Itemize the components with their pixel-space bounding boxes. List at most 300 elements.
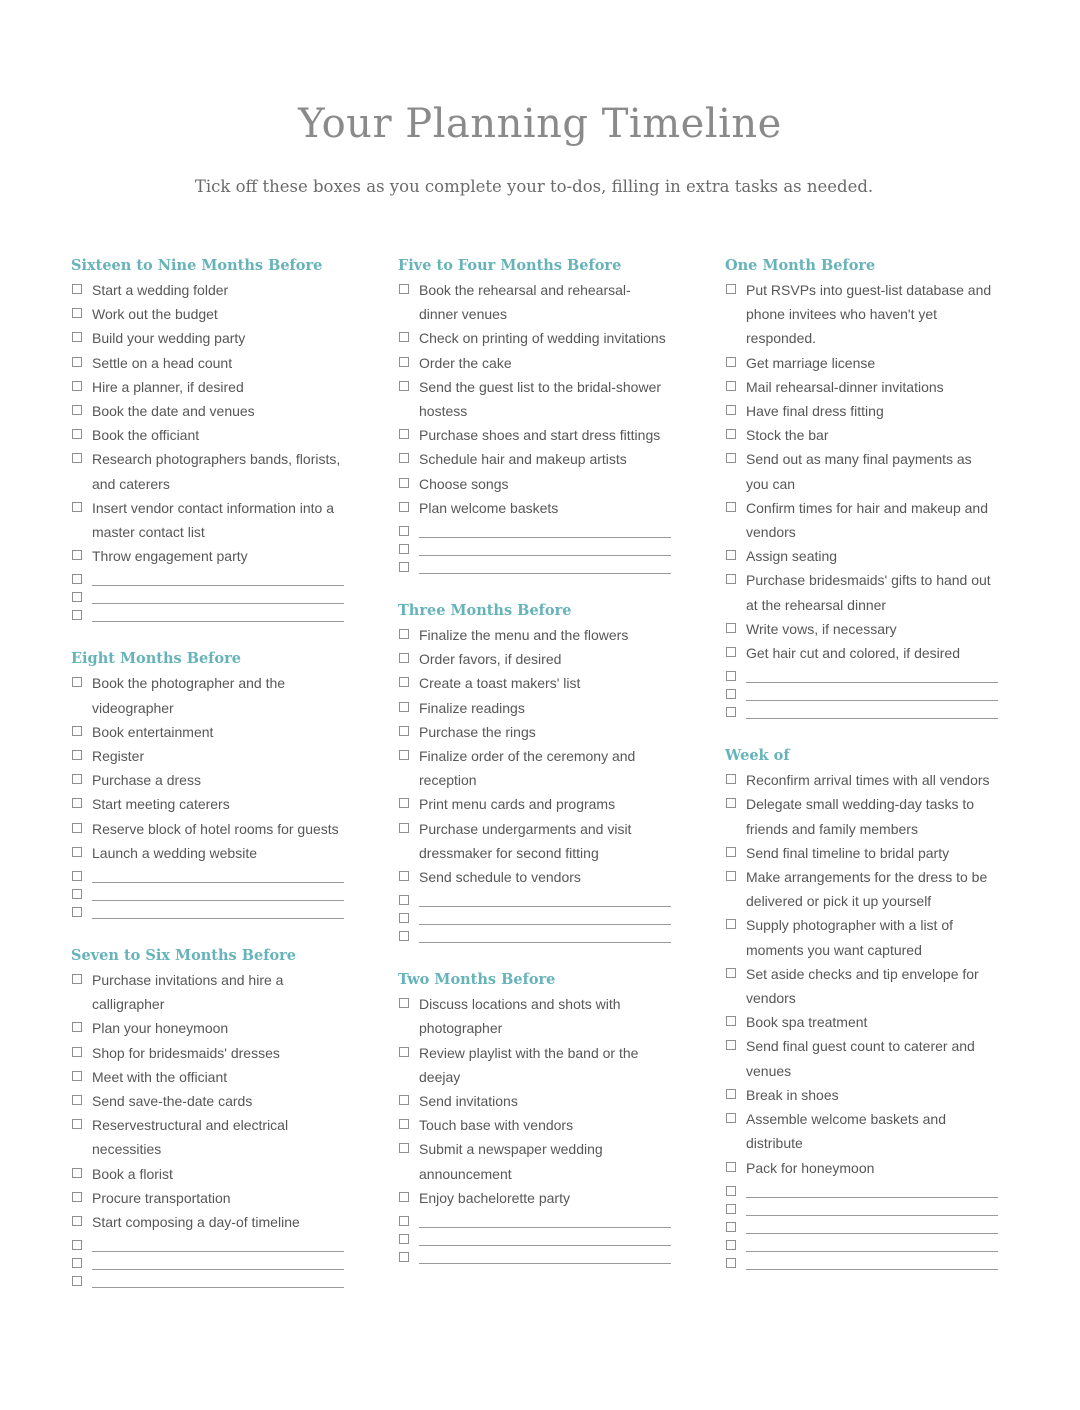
task-label: Finalize the menu and the flowers: [419, 627, 629, 644]
write-in-line[interactable]: [419, 925, 671, 943]
write-in-line[interactable]: [92, 1252, 344, 1270]
write-in-line[interactable]: [419, 889, 671, 907]
page-title: Your Planning Timeline: [298, 101, 782, 147]
task-label: Mail rehearsal-dinner invitations: [746, 378, 944, 395]
task-checkbox[interactable]: [399, 677, 409, 687]
timeline-section: [71, 647, 351, 919]
task-label: Submit a newspaper wedding announcement: [419, 1141, 603, 1182]
task-label: Schedule hair and makeup artists: [419, 451, 627, 468]
task-item: [398, 792, 678, 816]
write-in-line[interactable]: [92, 604, 344, 622]
blank-task-item: [725, 1252, 1005, 1270]
blank-task-item: [725, 1198, 1005, 1216]
task-checkbox[interactable]: [726, 1089, 736, 1099]
task-item: [71, 1041, 351, 1065]
task-label: Get marriage license: [746, 354, 876, 371]
task-checkbox[interactable]: [726, 502, 736, 512]
blank-task-item: [725, 665, 1005, 683]
task-item: [398, 817, 678, 865]
task-item: [725, 568, 1005, 616]
write-in-line[interactable]: [92, 568, 344, 586]
blank-task-item: [71, 883, 351, 901]
task-label: Book entertainment: [92, 723, 214, 740]
task-checkbox[interactable]: [399, 357, 409, 367]
section-title: Sixteen to Nine Months Before: [71, 257, 323, 274]
write-in-line[interactable]: [419, 1210, 671, 1228]
blank-task-item: [398, 556, 678, 574]
task-checkbox[interactable]: [726, 357, 736, 367]
task-checkbox[interactable]: [399, 1119, 409, 1129]
task-label: Plan your honeymoon: [92, 1020, 229, 1037]
timeline-section: [398, 968, 678, 1264]
task-item: [398, 496, 678, 520]
task-item: [71, 841, 351, 865]
write-in-line[interactable]: [419, 520, 671, 538]
task-item: [71, 351, 351, 375]
task-label: Reserve block of hotel rooms for guests: [92, 820, 339, 837]
task-checkbox[interactable]: [72, 1047, 82, 1057]
task-checkbox[interactable]: [399, 1192, 409, 1202]
blank-task-item: [398, 1246, 678, 1264]
task-checkbox[interactable]: [72, 774, 82, 784]
task-item: [725, 544, 1005, 568]
task-item: [725, 768, 1005, 792]
task-item: [725, 1083, 1005, 1107]
task-label: Choose songs: [419, 475, 509, 492]
task-checkbox[interactable]: [726, 919, 736, 929]
task-checkbox[interactable]: [72, 592, 82, 602]
blank-task-item: [725, 683, 1005, 701]
task-item: [725, 913, 1005, 961]
task-checkbox[interactable]: [399, 913, 409, 923]
task-item: [71, 326, 351, 350]
task-item: [71, 447, 351, 495]
task-label: Review playlist with the band or the deejay: [419, 1044, 639, 1085]
blank-task-item: [71, 604, 351, 622]
task-label: Book a florist: [92, 1165, 173, 1182]
write-in-line[interactable]: [746, 701, 998, 719]
task-checkbox[interactable]: [399, 1216, 409, 1226]
task-item: [725, 1156, 1005, 1180]
task-item: [398, 671, 678, 695]
task-item: [398, 1137, 678, 1185]
blank-task-item: [71, 586, 351, 604]
task-label: Shop for bridesmaids' dresses: [92, 1044, 280, 1061]
task-item: [398, 1186, 678, 1210]
blank-task-item: [725, 1180, 1005, 1198]
task-label: Make arrangements for the dress to be delivered or pick it up yourself: [746, 869, 988, 910]
task-label: Purchase a dress: [92, 772, 201, 789]
task-label: Insert vendor contact information into a master contact list: [92, 499, 335, 541]
task-checkbox[interactable]: [72, 1216, 82, 1226]
task-label: Set aside checks and tip envelope for vendors: [746, 965, 979, 1007]
task-item: [725, 278, 1005, 351]
task-checkbox[interactable]: [72, 798, 82, 808]
task-checkbox[interactable]: [399, 453, 409, 463]
task-label: Write vows, if necessary: [746, 620, 897, 637]
task-checkbox[interactable]: [72, 871, 82, 881]
task-item: [71, 1065, 351, 1089]
timeline-section: [398, 599, 678, 943]
task-item: [71, 302, 351, 326]
write-in-line[interactable]: [92, 1234, 344, 1252]
task-label: Send save-the-date cards: [92, 1093, 253, 1110]
task-item: [725, 1010, 1005, 1034]
task-item: [725, 375, 1005, 399]
task-label: Register: [92, 748, 145, 765]
task-checkbox[interactable]: [726, 671, 736, 681]
task-item: [398, 992, 678, 1040]
write-in-line[interactable]: [92, 586, 344, 604]
task-checkbox[interactable]: [399, 895, 409, 905]
task-checkbox[interactable]: [399, 478, 409, 488]
task-item: [71, 968, 351, 1016]
task-item: [725, 792, 1005, 840]
task-label: Procure transportation: [92, 1189, 231, 1206]
section-title: Five to Four Months Before: [398, 257, 622, 274]
task-checkbox[interactable]: [726, 707, 736, 717]
task-checkbox[interactable]: [72, 1240, 82, 1250]
task-checkbox[interactable]: [399, 823, 409, 833]
blank-task-item: [398, 925, 678, 943]
task-item: [398, 278, 678, 326]
task-item: [398, 351, 678, 375]
task-label: Send out as many final payments as you can: [746, 451, 972, 492]
task-label: Book the officiant: [92, 427, 200, 444]
task-label: Send final guest count to caterer and venues: [746, 1038, 975, 1079]
task-label: Purchase bridesmaids' gifts to hand out at the rehearsal dinner: [746, 572, 991, 613]
task-checkbox[interactable]: [72, 405, 82, 415]
task-item: [71, 671, 351, 719]
task-checkbox[interactable]: [726, 1162, 736, 1172]
task-checkbox[interactable]: [726, 623, 736, 633]
task-checkbox[interactable]: [726, 1222, 736, 1232]
task-checkbox[interactable]: [726, 1258, 736, 1268]
task-item: [398, 744, 678, 792]
task-checkbox[interactable]: [399, 1143, 409, 1153]
task-item: [398, 423, 678, 447]
task-checkbox[interactable]: [399, 1047, 409, 1057]
task-label: Work out the budget: [92, 306, 218, 323]
blank-task-item: [398, 520, 678, 538]
timeline-column-2: [398, 254, 678, 1289]
task-checkbox[interactable]: [72, 974, 82, 984]
write-in-line[interactable]: [92, 865, 344, 883]
task-checkbox[interactable]: [399, 726, 409, 736]
task-checkbox[interactable]: [399, 1234, 409, 1244]
task-label: Put RSVPs into guest-list database and phone invitees who haven't yet responded.: [746, 282, 992, 347]
section-title: Seven to Six Months Before: [71, 947, 296, 965]
task-checkbox[interactable]: [399, 381, 409, 391]
timeline-column-3: [725, 254, 1005, 1295]
task-checkbox[interactable]: [72, 453, 82, 463]
task-label: Finalize order of the ceremony and reception: [419, 748, 636, 789]
section-title: Two Months Before: [398, 971, 556, 989]
task-label: Assemble welcome baskets and distribute: [746, 1111, 946, 1152]
task-label: Finalize readings: [419, 699, 525, 716]
task-label: Throw engagement party: [92, 548, 248, 565]
write-in-line[interactable]: [746, 1198, 998, 1216]
task-checkbox[interactable]: [72, 823, 82, 833]
task-checkbox[interactable]: [726, 1240, 736, 1250]
task-item: [398, 1041, 678, 1089]
task-label: Plan welcome baskets: [419, 499, 559, 516]
task-label: Discuss locations and shots with photographer: [419, 996, 621, 1037]
write-in-line[interactable]: [746, 1216, 998, 1234]
write-in-line[interactable]: [419, 1228, 671, 1246]
task-checkbox[interactable]: [72, 726, 82, 736]
task-checkbox[interactable]: [72, 308, 82, 318]
task-item: [398, 1113, 678, 1137]
task-item: [725, 447, 1005, 495]
task-checkbox[interactable]: [399, 1095, 409, 1105]
task-item: [71, 1210, 351, 1234]
task-item: [725, 1107, 1005, 1155]
task-item: [725, 1034, 1005, 1082]
task-checkbox[interactable]: [726, 381, 736, 391]
task-checkbox[interactable]: [72, 502, 82, 512]
task-label: Have final dress fitting: [746, 403, 884, 420]
task-checkbox[interactable]: [726, 284, 736, 294]
task-label: Get hair cut and colored, if desired: [746, 645, 961, 662]
task-checkbox[interactable]: [399, 429, 409, 439]
task-checkbox[interactable]: [399, 544, 409, 554]
blank-task-item: [398, 907, 678, 925]
task-label: Pack for honeymoon: [746, 1159, 875, 1176]
task-checkbox[interactable]: [726, 774, 736, 784]
task-label: Delegate small wedding-day tasks to friends and family members: [746, 796, 975, 837]
task-label: Check on printing of wedding invitations: [419, 330, 666, 347]
task-checkbox[interactable]: [399, 502, 409, 512]
task-item: [398, 1089, 678, 1113]
task-checkbox[interactable]: [72, 889, 82, 899]
task-label: Start meeting caterers: [92, 796, 230, 813]
task-checkbox[interactable]: [72, 574, 82, 584]
task-label: Break in shoes: [746, 1086, 839, 1103]
write-in-line[interactable]: [746, 683, 998, 701]
blank-task-item: [71, 865, 351, 883]
task-item: [725, 617, 1005, 641]
task-label: Order the cake: [419, 354, 512, 371]
timeline-section: [71, 254, 351, 622]
task-checkbox[interactable]: [72, 550, 82, 560]
task-label: Purchase invitations and hire a calligrapher: [92, 972, 284, 1013]
task-checkbox[interactable]: [726, 1186, 736, 1196]
write-in-line[interactable]: [419, 1246, 671, 1264]
task-checkbox[interactable]: [399, 332, 409, 342]
section-title: One Month Before: [725, 257, 876, 274]
task-label: Touch base with vendors: [419, 1117, 574, 1134]
timeline-section: [398, 254, 678, 574]
task-label: Print menu cards and programs: [419, 796, 616, 813]
task-label: Send the guest list to the bridal-shower hostess: [419, 378, 662, 420]
task-checkbox[interactable]: [399, 871, 409, 881]
task-item: [71, 744, 351, 768]
task-checkbox[interactable]: [72, 284, 82, 294]
task-checkbox[interactable]: [72, 610, 82, 620]
write-in-line[interactable]: [419, 907, 671, 925]
task-checkbox[interactable]: [399, 798, 409, 808]
task-item: [71, 1113, 351, 1161]
blank-task-item: [71, 1270, 351, 1288]
task-checkbox[interactable]: [72, 1095, 82, 1105]
write-in-line[interactable]: [746, 1252, 998, 1270]
task-item: [71, 399, 351, 423]
task-checkbox[interactable]: [72, 332, 82, 342]
task-checkbox[interactable]: [726, 574, 736, 584]
task-checkbox[interactable]: [399, 1252, 409, 1262]
section-title: Three Months Before: [398, 602, 572, 620]
write-in-line[interactable]: [92, 901, 344, 919]
task-item: [725, 641, 1005, 665]
task-checkbox[interactable]: [72, 847, 82, 857]
task-label: Enjoy bachelorette party: [419, 1189, 570, 1206]
task-label: Send schedule to vendors: [419, 869, 581, 886]
write-in-line[interactable]: [92, 883, 344, 901]
task-checkbox[interactable]: [399, 998, 409, 1008]
task-checkbox[interactable]: [726, 871, 736, 881]
task-item: [398, 375, 678, 423]
task-item: [398, 326, 678, 350]
task-item: [71, 423, 351, 447]
blank-task-item: [398, 1210, 678, 1228]
task-item: [725, 962, 1005, 1010]
task-label: Purchase undergarments and visit dressmaker for second fitting: [419, 820, 632, 861]
timeline-section: [725, 254, 1005, 719]
write-in-line[interactable]: [746, 1234, 998, 1252]
task-checkbox[interactable]: [72, 429, 82, 439]
task-item: [71, 1162, 351, 1186]
write-in-line[interactable]: [746, 665, 998, 683]
task-label: Settle on a head count: [92, 354, 233, 371]
task-item: [398, 447, 678, 471]
task-item: [71, 792, 351, 816]
task-checkbox[interactable]: [72, 907, 82, 917]
section-title: Eight Months Before: [71, 650, 241, 668]
task-checkbox[interactable]: [726, 647, 736, 657]
task-item: [71, 817, 351, 841]
task-item: [71, 278, 351, 302]
task-checkbox[interactable]: [726, 1040, 736, 1050]
task-item: [725, 841, 1005, 865]
write-in-line[interactable]: [92, 1270, 344, 1288]
blank-task-item: [725, 701, 1005, 719]
task-checkbox[interactable]: [399, 562, 409, 572]
task-item: [398, 696, 678, 720]
task-checkbox[interactable]: [726, 689, 736, 699]
timeline-column-1: [71, 254, 351, 1313]
task-item: [398, 865, 678, 889]
task-checkbox[interactable]: [726, 847, 736, 857]
task-label: Reservestructural and electrical necessities: [92, 1117, 289, 1158]
task-item: [725, 423, 1005, 447]
task-checkbox[interactable]: [399, 702, 409, 712]
task-label: Reconfirm arrival times with all vendors: [746, 772, 990, 789]
task-label: Supply photographer with a list of moments you want captured: [746, 917, 954, 958]
write-in-line[interactable]: [419, 556, 671, 574]
task-label: Hire a planner, if desired: [92, 378, 244, 395]
task-checkbox[interactable]: [72, 357, 82, 367]
task-label: Start composing a day-of timeline: [92, 1214, 300, 1231]
task-checkbox[interactable]: [726, 1016, 736, 1026]
task-checkbox[interactable]: [72, 1258, 82, 1268]
task-checkbox[interactable]: [726, 429, 736, 439]
task-item: [71, 375, 351, 399]
write-in-line[interactable]: [746, 1180, 998, 1198]
task-checkbox[interactable]: [399, 750, 409, 760]
task-item: [398, 623, 678, 647]
task-label: Send final timeline to bridal party: [746, 844, 950, 861]
task-checkbox[interactable]: [72, 1071, 82, 1081]
timeline-section: [71, 944, 351, 1288]
task-checkbox[interactable]: [399, 284, 409, 294]
task-checkbox[interactable]: [399, 526, 409, 536]
task-checkbox[interactable]: [72, 1119, 82, 1129]
task-checkbox[interactable]: [726, 405, 736, 415]
task-checkbox[interactable]: [399, 629, 409, 639]
blank-task-item: [725, 1216, 1005, 1234]
task-checkbox[interactable]: [399, 931, 409, 941]
task-item: [71, 720, 351, 744]
blank-task-item: [398, 1228, 678, 1246]
task-label: Purchase the rings: [419, 723, 536, 740]
blank-task-item: [398, 889, 678, 907]
task-label: Assign seating: [746, 548, 838, 565]
task-item: [725, 399, 1005, 423]
task-item: [71, 544, 351, 568]
task-checkbox[interactable]: [726, 968, 736, 978]
blank-task-item: [71, 1252, 351, 1270]
task-label: Create a toast makers' list: [419, 675, 581, 692]
blank-task-item: [71, 1234, 351, 1252]
task-item: [398, 720, 678, 744]
page-subtitle: Tick off these boxes as you complete your to-dos, filling in extra tasks as needed.: [194, 177, 874, 196]
write-in-line[interactable]: [419, 538, 671, 556]
task-item: [71, 1089, 351, 1113]
task-item: [398, 472, 678, 496]
task-checkbox[interactable]: [72, 1168, 82, 1178]
task-label: Research photographers bands, florists, and caterers: [92, 451, 341, 492]
task-checkbox[interactable]: [72, 1022, 82, 1032]
task-checkbox[interactable]: [726, 798, 736, 808]
task-label: Meet with the officiant: [92, 1068, 228, 1085]
blank-task-item: [71, 901, 351, 919]
task-label: Order favors, if desired: [419, 651, 562, 668]
task-checkbox[interactable]: [72, 1276, 82, 1286]
task-label: Book the photographer and the videographer: [92, 675, 286, 716]
task-label: Purchase shoes and start dress fittings: [419, 427, 661, 444]
section-title: Week of: [725, 747, 790, 765]
task-checkbox[interactable]: [726, 1113, 736, 1123]
task-checkbox[interactable]: [72, 1192, 82, 1202]
task-checkbox[interactable]: [726, 1204, 736, 1214]
task-item: [398, 647, 678, 671]
task-checkbox[interactable]: [726, 550, 736, 560]
blank-task-item: [725, 1234, 1005, 1252]
task-label: Confirm times for hair and makeup and vendors: [746, 499, 988, 541]
task-item: [725, 351, 1005, 375]
task-label: Build your wedding party: [92, 330, 246, 347]
task-item: [71, 1016, 351, 1040]
task-checkbox[interactable]: [72, 750, 82, 760]
blank-task-item: [398, 538, 678, 556]
task-label: Launch a wedding website: [92, 844, 258, 861]
task-checkbox[interactable]: [72, 381, 82, 391]
task-label: Send invitations: [419, 1093, 518, 1110]
task-checkbox[interactable]: [72, 677, 82, 687]
task-checkbox[interactable]: [399, 653, 409, 663]
task-checkbox[interactable]: [726, 453, 736, 463]
